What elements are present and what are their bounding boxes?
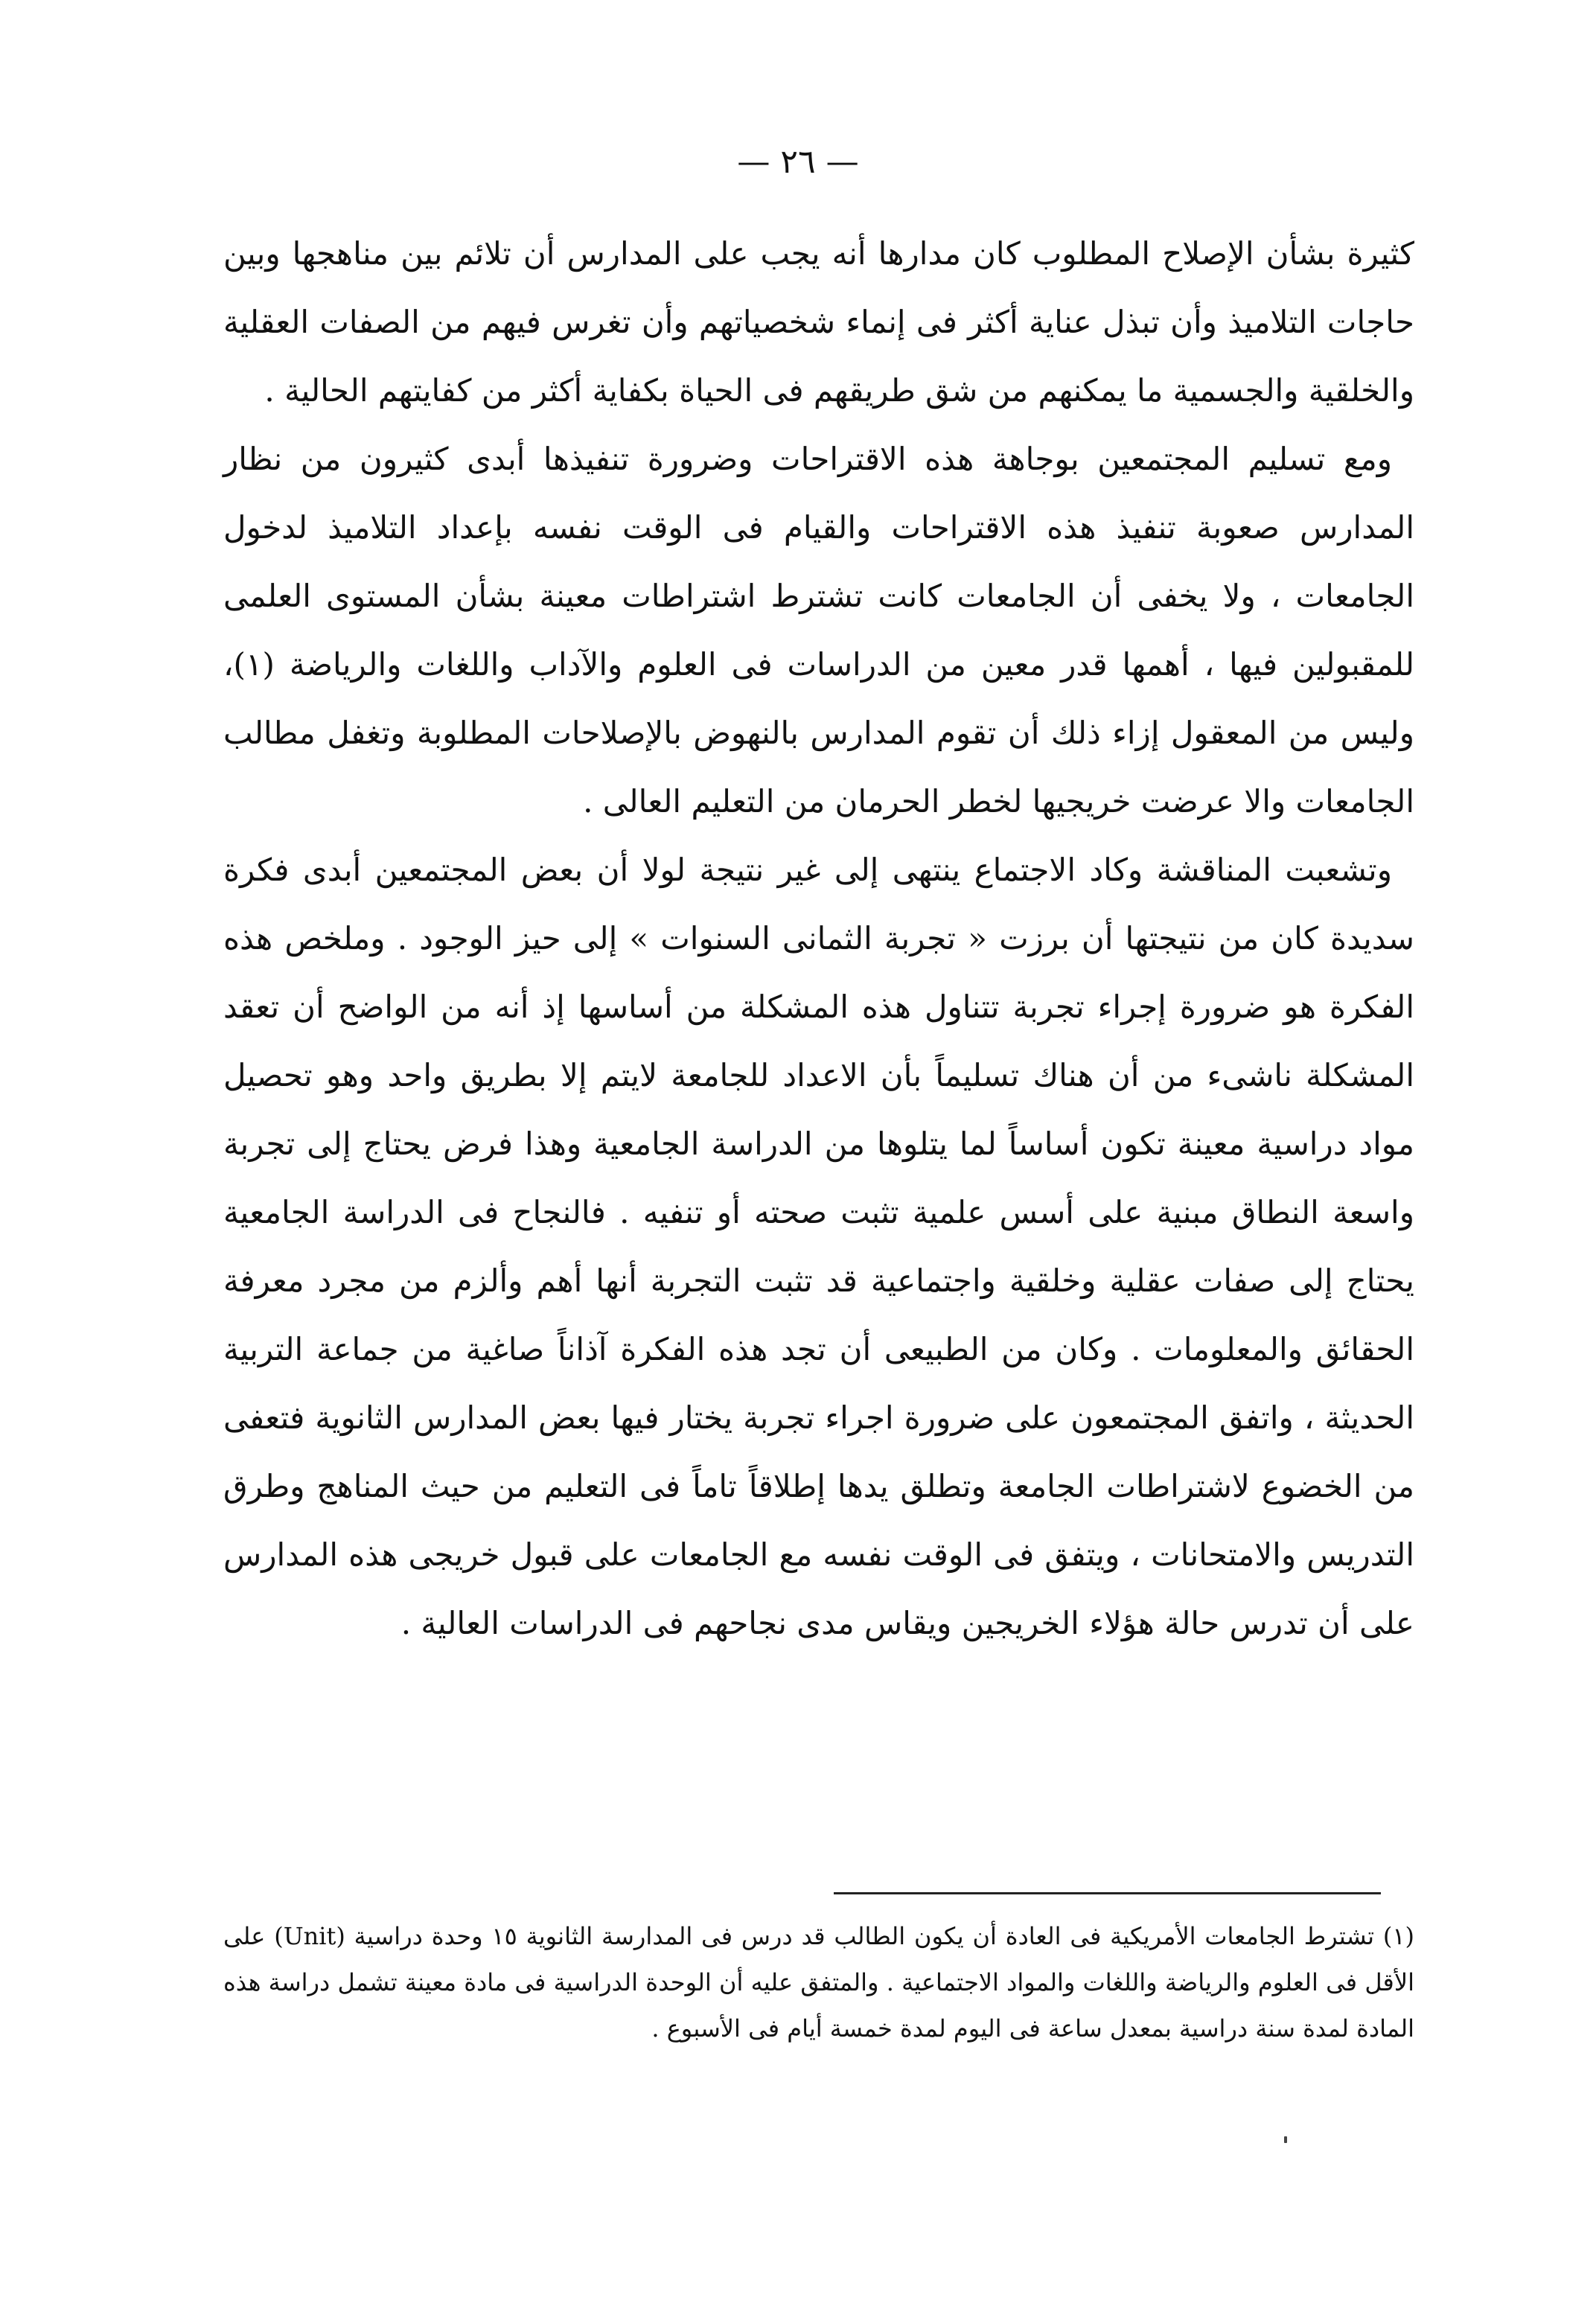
footnote-separator bbox=[834, 1892, 1381, 1894]
page-number: — ٢٦ — bbox=[737, 143, 859, 181]
paragraph-3: وتشعبت المناقشة وكاد الاجتماع ينتهى إلى غير نتيجة لولا أن بعض المجتمعين أبدى فكرة سديدة كان من نتيجتها أن برزت « تجربة الثمانى السنوات » إلى حيز الوجود . وملخص هذه الفكرة هو ضرورة إجراء تجربة تتناول هذه المشكلة من أساسها إذ أنه من الواضح أن تعقد المشكلة ناشىء من أن هناك تسليماً بأن الاعداد للجامعة لايتم إلا بطريق واحد وهو تحصيل مواد دراسية معينة تكون أساساً لما يتلوها من الدراسة الجامعية وهذا فرض يحتاج إلى تجربة واسعة النطاق مبنية على أسس علمية تثبت صحته أو تنفيه . فالنجاح فى الدراسة الجامعية يحتاج إلى صفات عقلية وخلقية واجتماعية قد تثبت التجربة أنها أهم وألزم من مجرد معرفة الحقائق والمعلومات . وكان من الطبيعى أن تجد هذه الفكرة آذاناً صاغية من جماعة التربية الحديثة ، واتفق المجتمعون على ضرورة اجراء تجربة يختار فيها بعض المدارس الثانوية فتعفى من الخضوع لاشتراطات الجامعة وتطلق يدها إطلاقاً تاماً فى التعليم من حيث المناهج وطرق التدريس والامتحانات ، ويتفق فى الوقت نفسه مع الجامعات على قبول خريجى هذه المدارس على أن تدرس حالة هؤلاء الخريجين ويقاس مدى نجاحهم فى الدراسات العالية . bbox=[223, 852, 1414, 1641]
paragraph-1: كثيرة بشأن الإصلاح المطلوب كان مدارها أنه يجب على المدارس أن تلائم بين مناهجها وبين حاجات التلاميذ وأن تبذل عناية أكثر فى إنماء شخصياتهم وأن تغرس فيهم من الصفات العقلية والخلقية والجسمية ما يمكنهم من شق طريقهم فى الحياة بكفاية أكثر من كفايتهم الحالية . bbox=[223, 235, 1414, 409]
paragraph-2: ومع تسليم المجتمعين بوجاهة هذه الاقتراحات وضرورة تنفيذها أبدى كثيرون من نظار المدارس صعوبة تنفيذ هذه الاقتراحات والقيام فى الوقت نفسه بإعداد التلاميذ لدخول الجامعات ، ولا يخفى أن الجامعات كانت تشترط اشتراطات معينة بشأن المستوى العلمى للمقبولين فيها ، أهمها قدر معين من الدراسات فى العلوم والآداب واللغات والرياضة (١)، وليس من المعقول إزاء ذلك أن تقوم المدارس بالنهوض بالإصلاحات المطلوبة وتغفل مطالب الجامعات والا عرضت خريجيها لخطر الحرمان من التعليم العالى . bbox=[223, 441, 1414, 820]
footnote-1: (١) تشترط الجامعات الأمريكية فى العادة أن يكون الطالب قد درس فى المدارسة الثانوية ١٥ وحدة دراسية (Unit) على الأقل فى العلوم والرياضة واللغات والمواد الاجتماعية . والمتفق عليه أن الوحدة الدراسية فى مادة معينة تشمل دراسة هذه المادة لمدة سنة دراسية بمعدل ساعة فى اليوم لمدة خمسة أيام فى الأسبوع . bbox=[223, 1922, 1415, 2043]
scan-speck bbox=[1284, 2136, 1287, 2143]
main-text bbox=[223, 220, 1414, 1658]
